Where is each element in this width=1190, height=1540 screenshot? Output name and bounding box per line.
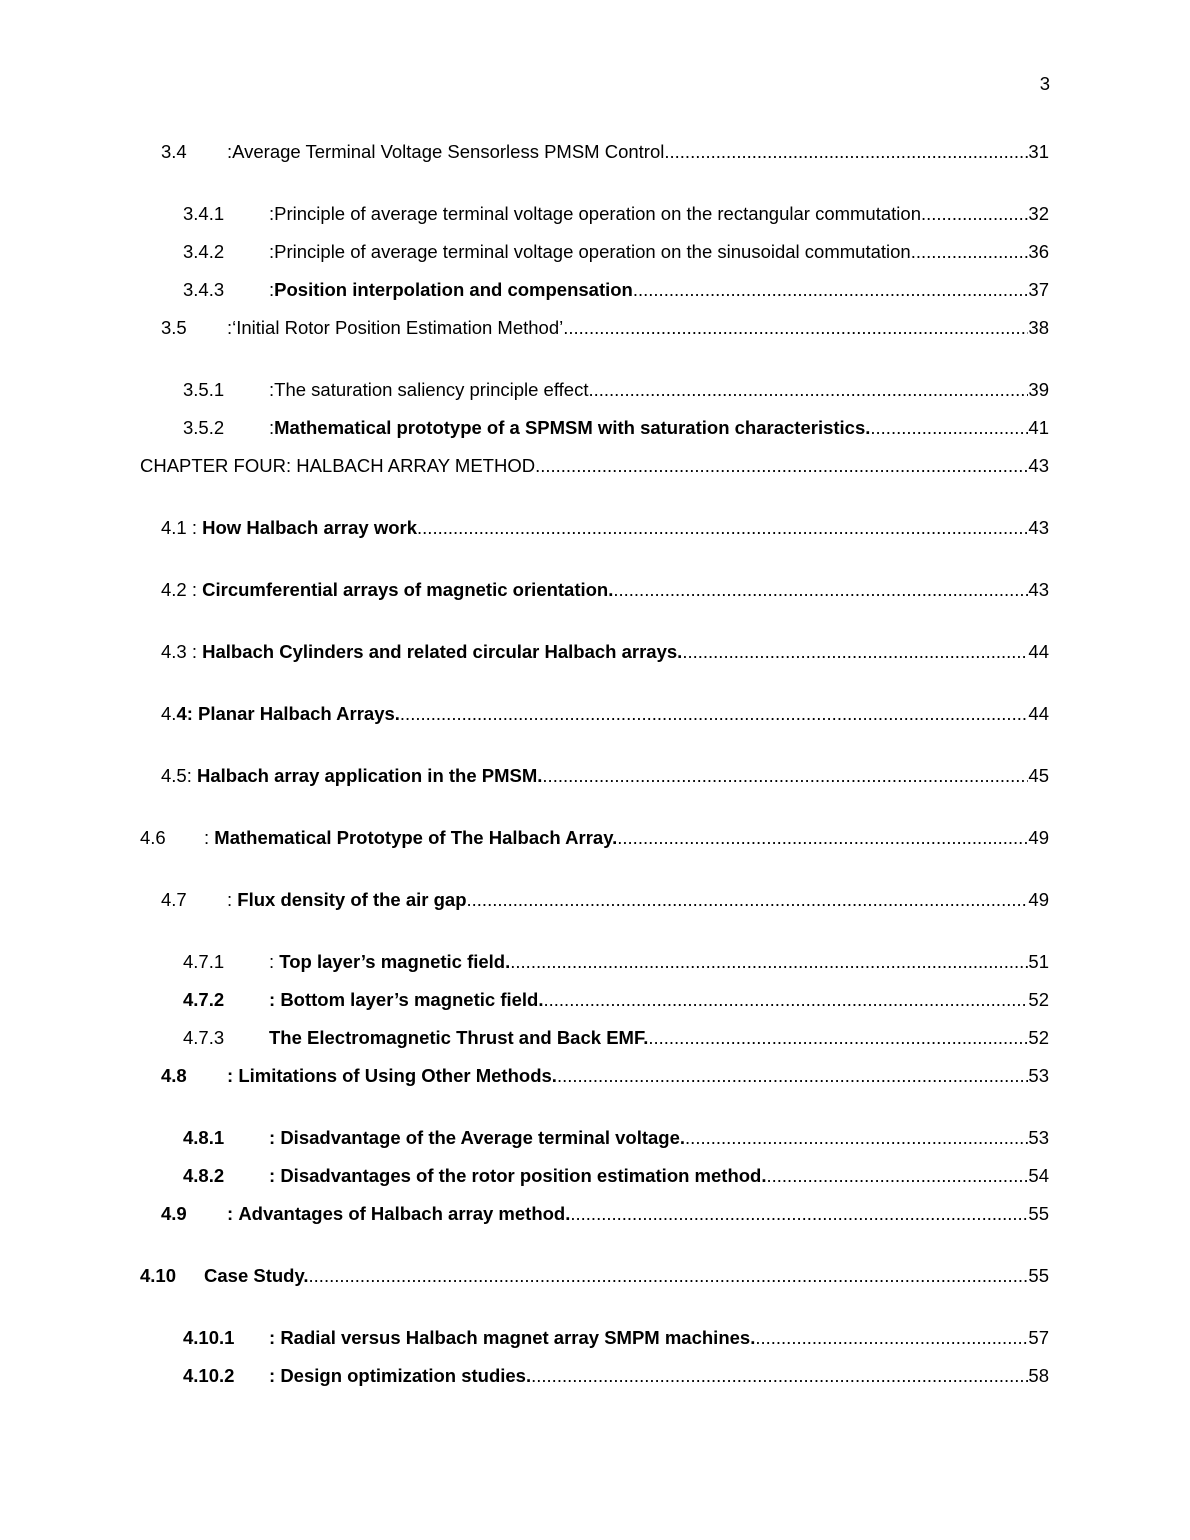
entry-title: Average Terminal Voltage Sensorless PMSM Control (232, 141, 665, 162)
entry-title: The Electromagnetic Thrust and Back EMF. (269, 1027, 649, 1048)
entry-number: 4.7 (161, 889, 187, 910)
entry-number: 3.5.1 (183, 379, 225, 400)
entry-separator: : (269, 1365, 281, 1386)
entry-page: 36 (1028, 241, 1049, 262)
entry-title: Design optimization studies. (280, 1365, 532, 1386)
toc-entry[interactable] (183, 1027, 1049, 1053)
toc-entry[interactable] (183, 1365, 1049, 1391)
entry-page: 43 (1028, 517, 1049, 538)
dot-leader (916, 241, 1029, 263)
toc-entry[interactable] (140, 827, 1049, 853)
entry-separator: : (227, 1203, 239, 1224)
toc-entry[interactable] (161, 765, 1049, 791)
entry-number: 4.10.2 (183, 1365, 235, 1386)
entry-title: Halbach array application in the PMSM. (197, 765, 543, 786)
entry-title: Advantages of Halbach array method. (238, 1203, 571, 1224)
entry-title: Halbach Cylinders and related circular Halbach arrays. (202, 641, 683, 662)
entry-separator: : (269, 417, 275, 438)
entry-separator: : (227, 141, 233, 162)
dot-leader (682, 641, 1028, 663)
entry-title: Flux density of the air gap (237, 889, 467, 910)
entry-separator: : (269, 203, 275, 224)
entry-number: 4.2 : (161, 579, 203, 600)
entry-number: 3.4.1 (183, 203, 225, 224)
entry-title: How Halbach array work (202, 517, 418, 538)
entry-title: Bottom layer’s magnetic field. (280, 989, 544, 1010)
entry-title: Circumferential arrays of magnetic orientation. (202, 579, 614, 600)
dot-leader (613, 579, 1028, 601)
entry-separator: : (227, 1065, 239, 1086)
entry-page: 53 (1028, 1127, 1049, 1148)
entry-number: 4. (161, 703, 177, 724)
page-number: 3 (1039, 73, 1050, 94)
entry-page: 55 (1028, 1203, 1049, 1224)
toc-entry[interactable] (183, 417, 1049, 443)
entry-title: Mathematical prototype of a SPMSM with saturation characteristics. (274, 417, 871, 438)
entry-title: Mathematical Prototype of The Halbach Array. (214, 827, 618, 848)
entry-separator: : (269, 379, 275, 400)
entry-title: Disadvantage of the Average terminal voltage. (280, 1127, 686, 1148)
entry-number: 3.4.3 (183, 279, 225, 300)
entry-page: 43 (1028, 455, 1049, 476)
toc-entry[interactable] (161, 141, 1049, 167)
dot-leader (588, 379, 1028, 401)
entry-page: 58 (1028, 1365, 1049, 1386)
dot-leader (557, 1065, 1028, 1087)
toc-entry[interactable] (183, 241, 1049, 267)
dot-leader (309, 1265, 1029, 1287)
entry-number: 4.1 : (161, 517, 203, 538)
entry-page: 49 (1028, 889, 1049, 910)
entry-page: 43 (1028, 579, 1049, 600)
entry-separator: : (227, 889, 238, 910)
dot-leader (467, 889, 1029, 911)
entry-page: 52 (1028, 1027, 1049, 1048)
entry-separator: : (269, 951, 280, 972)
entry-title: ‘Initial Rotor Position Estimation Method’ (232, 317, 564, 338)
dot-leader (755, 1327, 1028, 1349)
entry-page: 45 (1028, 765, 1049, 786)
entry-number: 4.9 (161, 1203, 187, 1224)
entry-page: 49 (1028, 827, 1049, 848)
toc-entry[interactable] (183, 1327, 1049, 1353)
entry-page: 32 (1028, 203, 1049, 224)
toc-entry[interactable] (183, 1127, 1049, 1153)
dot-leader (510, 951, 1028, 973)
dot-leader (767, 1165, 1029, 1187)
entry-title: 4: Planar Halbach Arrays. (176, 703, 400, 724)
dot-leader (617, 827, 1028, 849)
toc-entry[interactable] (161, 889, 1049, 915)
toc-entry[interactable] (161, 517, 1049, 543)
entry-number: 4.6 (140, 827, 166, 848)
dot-leader (531, 1365, 1028, 1387)
toc-entry[interactable] (140, 1265, 1049, 1291)
toc-entry[interactable] (161, 317, 1049, 343)
entry-separator: : (269, 1165, 281, 1186)
dot-leader (542, 765, 1028, 787)
dot-leader (535, 455, 1028, 477)
toc-entry[interactable] (183, 279, 1049, 305)
dot-leader (926, 203, 1028, 225)
entry-page: 57 (1028, 1327, 1049, 1348)
entry-number: 4.8.1 (183, 1127, 225, 1148)
entry-separator: : (204, 827, 215, 848)
toc-entry[interactable] (161, 641, 1049, 667)
chapter-title: CHAPTER FOUR: HALBACH ARRAY METHOD (140, 455, 536, 476)
dot-leader (685, 1127, 1028, 1149)
entry-title: Radial versus Halbach magnet array SMPM machines. (280, 1327, 756, 1348)
entry-page: 55 (1028, 1265, 1049, 1286)
dot-leader (870, 417, 1028, 439)
toc-entry[interactable] (161, 579, 1049, 605)
dot-leader (648, 1027, 1028, 1049)
entry-page: 38 (1028, 317, 1049, 338)
entry-page: 39 (1028, 379, 1049, 400)
entry-title: Position interpolation and compensation (274, 279, 633, 300)
entry-title: Top layer’s magnetic field. (279, 951, 511, 972)
entry-number: 4.7.3 (183, 1027, 225, 1048)
dot-leader (400, 703, 1029, 725)
entry-title: Principle of average terminal voltage operation on the sinusoidal commutation. (274, 241, 916, 262)
entry-title: Case Study. (204, 1265, 309, 1286)
entry-number: 4.7.2 (183, 989, 225, 1010)
entry-separator: : (269, 279, 275, 300)
entry-page: 52 (1028, 989, 1049, 1010)
dot-leader (570, 1203, 1028, 1225)
toc-entry[interactable] (161, 1203, 1049, 1229)
entry-number: 4.10.1 (183, 1327, 235, 1348)
entry-separator: : (269, 241, 275, 262)
toc-entry[interactable] (161, 703, 1049, 729)
toc-entry[interactable] (183, 379, 1049, 405)
entry-page: 51 (1028, 951, 1049, 972)
entry-separator: : (269, 1127, 281, 1148)
entry-title: Principle of average terminal voltage operation on the rectangular commutation. (274, 203, 927, 224)
dot-leader (664, 141, 1028, 163)
toc-entry[interactable] (183, 1165, 1049, 1191)
entry-page: 54 (1028, 1165, 1049, 1186)
entry-page: 31 (1028, 141, 1049, 162)
entry-number: 4.10 (140, 1265, 177, 1286)
entry-page: 53 (1028, 1065, 1049, 1086)
entry-number: 3.5 (161, 317, 187, 338)
toc-entry[interactable] (183, 203, 1049, 229)
entry-number: 4.8.2 (183, 1165, 225, 1186)
entry-number: 4.8 (161, 1065, 187, 1086)
toc-entry[interactable] (183, 951, 1049, 977)
entry-title: Limitations of Using Other Methods. (238, 1065, 557, 1086)
entry-separator: : (269, 989, 281, 1010)
dot-leader (417, 517, 1028, 539)
entry-title: Disadvantages of the rotor position estimation method. (280, 1165, 767, 1186)
toc-entry[interactable] (140, 455, 1049, 481)
dot-leader (544, 989, 1029, 1011)
toc-entry[interactable] (183, 989, 1049, 1015)
dot-leader (633, 279, 1029, 301)
toc-entry[interactable] (161, 1065, 1049, 1091)
entry-page: 44 (1028, 641, 1049, 662)
entry-page: 44 (1028, 703, 1049, 724)
dot-leader (563, 317, 1028, 339)
entry-number: 3.4 (161, 141, 187, 162)
entry-number: 3.4.2 (183, 241, 225, 262)
entry-title: The saturation saliency principle effect (274, 379, 589, 400)
entry-number: 4.5: (161, 765, 197, 786)
entry-number: 4.7.1 (183, 951, 225, 972)
entry-separator: : (227, 317, 233, 338)
entry-page: 37 (1028, 279, 1049, 300)
entry-separator: : (269, 1327, 281, 1348)
entry-page: 41 (1028, 417, 1049, 438)
entry-number: 3.5.2 (183, 417, 225, 438)
entry-number: 4.3 : (161, 641, 203, 662)
